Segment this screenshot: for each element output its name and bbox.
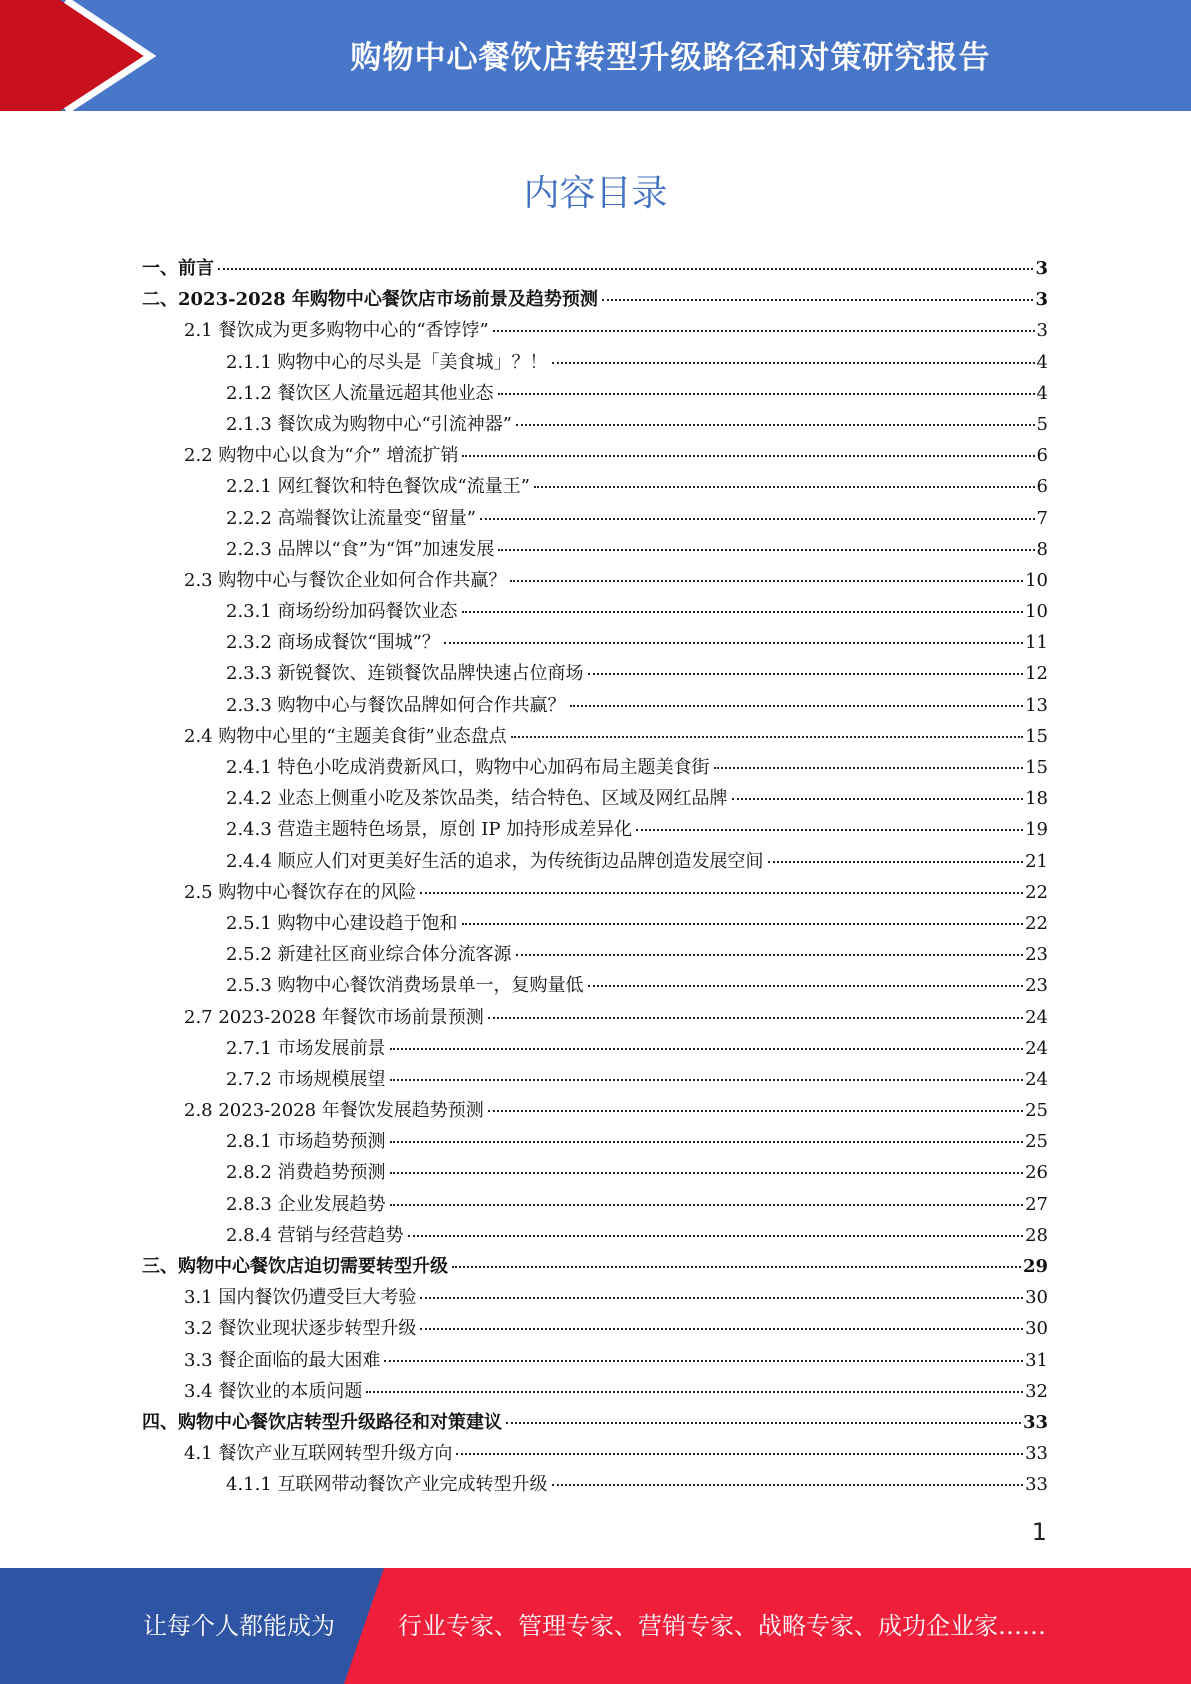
toc-dot-leader: [534, 486, 1035, 488]
toc-entry[interactable]: [142, 1376, 1048, 1407]
toc-entry-title: 2.4 购物中心里的“主题美食街”业态盘点: [184, 725, 507, 747]
toc-entry-title: 二、2023-2028 年购物中心餐饮店市场前景及趋势预测: [142, 289, 598, 311]
toc-entry-title: 2.8.4 营销与经营趋势: [226, 1224, 404, 1246]
toc-entry-page: 13: [1025, 694, 1048, 716]
toc-dot-leader: [390, 1048, 1024, 1050]
toc-dot-leader: [452, 1266, 1021, 1268]
toc-entry-page: 33: [1025, 1474, 1048, 1496]
toc-entry-title: 2.4.1 特色小吃成消费新风口，购物中心加码布局主题美食街: [226, 757, 710, 778]
toc-entry[interactable]: [142, 1002, 1048, 1033]
footer-slogan-right: 行业专家、管理专家、营销专家、战略专家、成功企业家……: [398, 1612, 1046, 1640]
toc-entry[interactable]: [142, 1251, 1048, 1282]
toc-dot-leader: [493, 330, 1035, 332]
toc-dot-leader: [480, 518, 1035, 520]
toc-entry-title: 2.3 购物中心与餐饮企业如何合作共赢？: [184, 569, 507, 591]
toc-dot-leader: [588, 985, 1024, 987]
report-title: 购物中心餐饮店转型升级路径和对策研究报告: [350, 39, 991, 76]
toc-dot-leader: [768, 861, 1024, 863]
toc-entry[interactable]: [142, 596, 1048, 627]
toc-dot-leader: [218, 268, 1033, 270]
toc-entry[interactable]: [142, 846, 1048, 877]
toc-entry[interactable]: [142, 565, 1048, 596]
table-of-contents: [142, 253, 1048, 1501]
toc-entry-page: 24: [1025, 1037, 1048, 1059]
toc-entry[interactable]: [142, 627, 1048, 658]
toc-dot-leader: [516, 954, 1024, 956]
toc-entry[interactable]: [142, 970, 1048, 1001]
toc-entry-page: 10: [1025, 569, 1048, 591]
toc-dot-leader: [366, 1391, 1023, 1393]
toc-entry-page: 30: [1025, 1318, 1048, 1340]
toc-entry-title: 4.1 餐饮产业互联网转型升级方向: [184, 1443, 453, 1465]
toc-entry-page: 15: [1025, 757, 1048, 778]
toc-dot-leader: [570, 705, 1024, 707]
toc-entry-page: 7: [1036, 507, 1048, 529]
toc-dot-leader: [420, 892, 1023, 894]
toc-entry-title: 2.3.3 新锐餐饮、连锁餐饮品牌快速占位商场: [226, 663, 584, 685]
toc-entry[interactable]: [142, 1469, 1048, 1500]
toc-entry[interactable]: [142, 471, 1048, 502]
toc-entry-page: 5: [1036, 413, 1048, 435]
toc-entry[interactable]: [142, 409, 1048, 440]
toc-entry-title: 2.2.3 品牌以“食”为“饵”加速发展: [226, 538, 495, 560]
toc-dot-leader: [588, 673, 1024, 675]
toc-entry[interactable]: [142, 1438, 1048, 1469]
toc-entry[interactable]: [142, 440, 1048, 471]
toc-entry-title: 3.2 餐饮业现状逐步转型升级: [184, 1318, 417, 1340]
toc-entry-page: 12: [1025, 663, 1048, 685]
toc-entry-title: 2.8.1 市场趋势预测: [226, 1131, 386, 1153]
toc-entry[interactable]: [142, 908, 1048, 939]
toc-dot-leader: [488, 1110, 1023, 1112]
toc-entry-title: 2.3.3 购物中心与餐饮品牌如何合作共赢？: [226, 694, 566, 716]
toc-entry-page: 3: [1035, 289, 1048, 311]
toc-entry-title: 2.8.2 消费趋势预测: [226, 1162, 386, 1184]
toc-entry-page: 22: [1025, 881, 1048, 903]
toc-entry[interactable]: [142, 1282, 1048, 1313]
page-footer: [0, 1568, 1191, 1684]
toc-entry-page: 4: [1036, 382, 1048, 404]
toc-entry[interactable]: [142, 1220, 1048, 1251]
toc-entry[interactable]: [142, 1313, 1048, 1344]
toc-entry[interactable]: [142, 1126, 1048, 1157]
toc-entry-page: 22: [1025, 912, 1048, 934]
toc-dot-leader: [462, 611, 1024, 613]
page-number: 1: [1031, 1518, 1047, 1546]
toc-entry-page: 10: [1025, 601, 1048, 623]
toc-entry[interactable]: [142, 347, 1048, 378]
toc-entry[interactable]: [142, 503, 1048, 534]
toc-dot-leader: [456, 1453, 1023, 1455]
toc-entry[interactable]: [142, 721, 1048, 752]
toc-entry-page: 29: [1022, 1256, 1048, 1277]
footer-slogan-left: 让每个人都能成为: [143, 1612, 335, 1640]
toc-dot-leader: [511, 736, 1023, 738]
toc-entry-page: 8: [1036, 538, 1048, 560]
toc-entry-page: 25: [1025, 1131, 1048, 1153]
toc-dot-leader: [462, 455, 1034, 457]
toc-entry-title: 3.4 餐饮业的本质问题: [184, 1380, 363, 1402]
toc-entry-title: 2.3.1 商场纷纷加码餐饮业态: [226, 601, 458, 623]
toc-entry[interactable]: [142, 939, 1048, 970]
toc-entry[interactable]: [142, 253, 1048, 284]
toc-entry-title: 3.3 餐企面临的最大困难: [184, 1349, 381, 1371]
toc-dot-leader: [390, 1172, 1024, 1174]
toc-entry-page: 4: [1036, 351, 1048, 373]
toc-entry[interactable]: [142, 1157, 1048, 1188]
toc-entry-page: 27: [1025, 1193, 1048, 1215]
toc-entry-title: 4.1.1 互联网带动餐饮产业完成转型升级: [226, 1474, 548, 1496]
toc-dot-leader: [732, 798, 1024, 800]
toc-entry-page: 3: [1036, 320, 1048, 342]
toc-entry[interactable]: [142, 378, 1048, 409]
toc-entry[interactable]: [142, 783, 1048, 814]
toc-dot-leader: [408, 1235, 1024, 1237]
toc-entry-page: 33: [1022, 1411, 1048, 1433]
toc-entry-page: 30: [1025, 1287, 1048, 1309]
toc-dot-leader: [420, 1328, 1023, 1330]
toc-dot-leader: [498, 549, 1034, 551]
toc-dot-leader: [420, 1297, 1023, 1299]
toc-entry[interactable]: [142, 658, 1048, 689]
toc-entry-title: 2.8.3 企业发展趋势: [226, 1193, 386, 1215]
toc-entry-page: 23: [1025, 944, 1048, 966]
toc-entry-title: 2.2.2 高端餐饮让流量变“留量”: [226, 507, 476, 529]
toc-dot-leader: [506, 1422, 1021, 1424]
toc-dot-leader: [390, 1204, 1024, 1206]
toc-dot-leader: [714, 767, 1024, 769]
toc-entry[interactable]: [142, 1033, 1048, 1064]
toc-entry-page: 25: [1025, 1100, 1048, 1122]
toc-entry-page: 24: [1025, 1006, 1048, 1028]
toc-entry-title: 2.4.3 营造主题特色场景，原创 IP 加持形成差异化: [226, 819, 633, 841]
toc-entry-title: 2.7 2023-2028 年餐饮市场前景预测: [184, 1006, 484, 1028]
toc-entry-title: 2.1 餐饮成为更多购物中心的“香饽饽”: [184, 320, 489, 342]
toc-entry[interactable]: [142, 877, 1048, 908]
toc-entry-page: 6: [1036, 476, 1048, 498]
toc-entry-title: 2.1.2 餐饮区人流量远超其他业态: [226, 382, 494, 404]
toc-entry-title: 2.7.2 市场规模展望: [226, 1068, 386, 1090]
toc-entry-page: 32: [1025, 1380, 1048, 1402]
toc-entry-title: 2.4.4 顺应人们对更美好生活的追求，为传统街边品牌创造发展空间: [226, 850, 764, 872]
toc-entry-title: 2.8 2023-2028 年餐饮发展趋势预测: [184, 1100, 484, 1122]
toc-dot-leader: [390, 1141, 1024, 1143]
toc-entry-page: 28: [1025, 1224, 1048, 1246]
toc-dot-leader: [384, 1360, 1023, 1362]
toc-entry-title: 2.1.3 餐饮成为购物中心“引流神器”: [226, 413, 512, 435]
toc-heading: 内容目录: [523, 173, 668, 214]
toc-entry-page: 26: [1025, 1162, 1048, 1184]
toc-entry-page: 24: [1025, 1068, 1048, 1090]
toc-entry-page: 15: [1025, 725, 1048, 747]
toc-entry-title: 2.2 购物中心以食为“介” 增流扩销: [184, 445, 459, 467]
toc-entry-title: 四、购物中心餐饮店转型升级路径和对策建议: [142, 1411, 502, 1433]
toc-dot-leader: [552, 1484, 1024, 1486]
toc-entry[interactable]: [142, 1095, 1048, 1126]
toc-entry-page: 21: [1025, 850, 1048, 872]
page-header: [0, 0, 1191, 111]
toc-entry-title: 2.2.1 网红餐饮和特色餐饮成“流量王”: [226, 476, 530, 498]
toc-entry[interactable]: [142, 752, 1048, 783]
toc-entry-title: 3.1 国内餐饮仍遭受巨大考验: [184, 1287, 417, 1309]
toc-entry-title: 2.5.3 购物中心餐饮消费场景单一，复购量低: [226, 975, 584, 997]
toc-entry[interactable]: [142, 1407, 1048, 1438]
toc-dot-leader: [636, 829, 1023, 831]
toc-dot-leader: [390, 1079, 1024, 1081]
toc-entry-page: 3: [1035, 258, 1048, 279]
toc-entry-title: 2.5.2 新建社区商业综合体分流客源: [226, 944, 512, 966]
toc-entry-title: 2.5.1 购物中心建设趋于饱和: [226, 912, 458, 934]
toc-entry[interactable]: [142, 315, 1048, 346]
toc-entry-title: 一、前言: [142, 258, 214, 279]
toc-dot-leader: [462, 923, 1024, 925]
toc-dot-leader: [552, 362, 1035, 364]
toc-entry-title: 2.4.2 业态上侧重小吃及茶饮品类，结合特色、区域及网红品牌: [226, 788, 728, 810]
toc-entry[interactable]: [142, 534, 1048, 565]
toc-entry-page: 11: [1025, 632, 1048, 654]
toc-entry-title: 2.7.1 市场发展前景: [226, 1037, 386, 1059]
toc-dot-leader: [498, 393, 1035, 395]
toc-dot-leader: [602, 299, 1034, 301]
toc-entry[interactable]: [142, 1189, 1048, 1220]
toc-entry-title: 2.3.2 商场成餐饮“围城”？: [226, 632, 440, 654]
toc-dot-leader: [444, 642, 1023, 644]
toc-entry-page: 6: [1036, 445, 1048, 467]
toc-entry[interactable]: [142, 814, 1048, 845]
toc-entry-page: 19: [1025, 819, 1048, 841]
toc-entry[interactable]: [142, 1345, 1048, 1376]
toc-dot-leader: [488, 1017, 1023, 1019]
toc-dot-leader: [516, 424, 1035, 426]
toc-entry-title: 2.1.1 购物中心的尽头是「美食城」？！: [226, 351, 548, 373]
toc-entry[interactable]: [142, 284, 1048, 315]
toc-entry[interactable]: [142, 690, 1048, 721]
toc-entry-page: 18: [1025, 788, 1048, 810]
toc-entry-page: 33: [1025, 1443, 1048, 1465]
toc-entry-title: 三、购物中心餐饮店迫切需要转型升级: [142, 1256, 448, 1277]
toc-entry-page: 31: [1025, 1349, 1048, 1371]
toc-dot-leader: [510, 580, 1023, 582]
toc-entry[interactable]: [142, 1064, 1048, 1095]
toc-entry-page: 23: [1025, 975, 1048, 997]
toc-entry-title: 2.5 购物中心餐饮存在的风险: [184, 881, 417, 903]
